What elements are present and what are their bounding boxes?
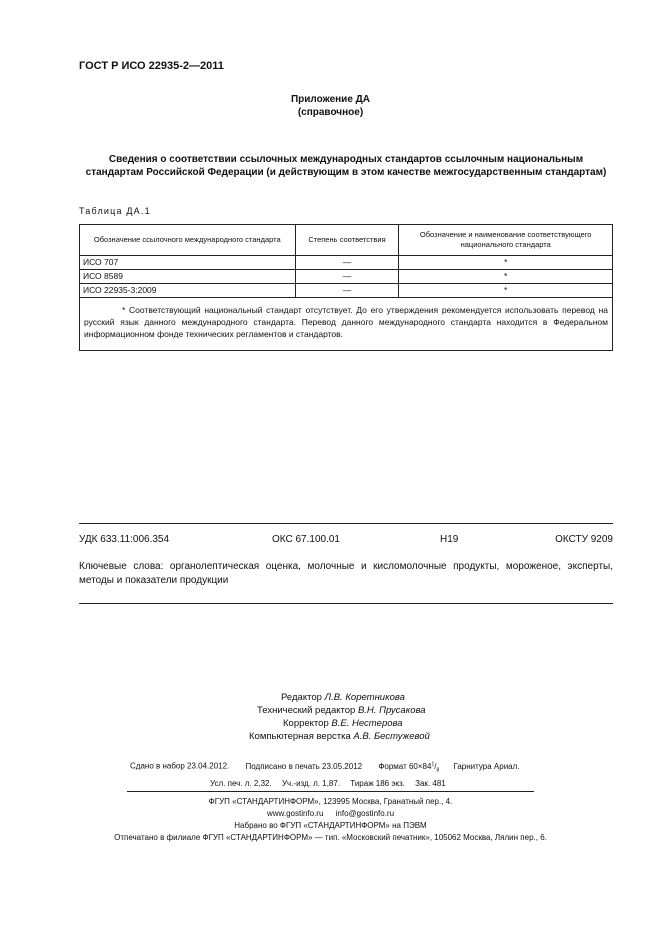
publisher-typeset: Набрано во ФГУП «СТАНДАРТИНФОРМ» на ПЭВМ <box>234 821 427 830</box>
staff-tech-editor: Технический редактор В.Н. Прусакова <box>257 705 426 716</box>
cell-standard: ИСО 22935-3:2009 <box>80 284 296 298</box>
publisher-printed: Отпечатано в филиале ФГУП «СТАНДАРТИНФОРМ» — тип. «Московский печатник», 105062 Москва, Лялин пер., 6. <box>114 833 547 842</box>
keywords: Ключевые слова: органолептическая оценка, молочные и кисломолочные продукты, мороженое, эксперты, методы и показатели продукции <box>79 561 613 586</box>
cell-standard: ИСО 8589 <box>80 270 296 284</box>
header-degree: Степень соответствия <box>295 225 399 256</box>
okstu-code: ОКСТУ 9209 <box>555 534 613 545</box>
publisher-info <box>0 796 661 844</box>
publisher-address: ФГУП «СТАНДАРТИНФОРМ», 123995 Москва, Гранатный пер., 4. <box>208 797 453 806</box>
table-row <box>80 270 613 284</box>
section-title: Сведения о соответствии ссылочных международных стандартов ссылочным национальным стандартам Российской Федерации (и действующим в этом качестве межгосударственным стандартам) <box>85 154 607 178</box>
cell-national: * <box>399 270 613 284</box>
correspondence-table <box>79 224 613 351</box>
cell-standard: ИСО 707 <box>80 256 296 270</box>
print-info-line2: Усл. печ. л. 2,32. Уч.-изд. л. 1,87. Тираж 186 экз. Зак. 481 <box>210 779 446 789</box>
staff-layout: Компьютерная верстка А.В. Бестужевой <box>249 731 430 742</box>
cell-degree: — <box>295 256 399 270</box>
divider-line <box>79 523 613 524</box>
cell-degree: — <box>295 284 399 298</box>
staff-editor: Редактор Л.В. Коретникова <box>281 692 405 703</box>
document-code: ГОСТ Р ИСО 22935-2—2011 <box>79 60 224 72</box>
cell-degree: — <box>295 270 399 284</box>
appendix-type: (справочное) <box>297 107 364 118</box>
divider-line <box>79 603 613 604</box>
print-info-line1: Сдано в набор 23.04.2012. Подписано в печать 23.05.2012 Формат $60\times 84^1/_8$ Гарнитура Ариал. <box>130 761 520 774</box>
publisher-contacts <box>0 808 661 820</box>
table-row <box>80 284 613 298</box>
divider-line <box>127 791 534 792</box>
appendix-header <box>0 93 661 119</box>
publisher-email[interactable]: info@gostinfo.ru <box>335 809 395 818</box>
header-national-standard: Обозначение и наименование соответствующего национального стандарта <box>399 225 613 256</box>
publisher-website[interactable]: www.gostinfo.ru <box>266 809 324 818</box>
appendix-title: Приложение ДА <box>290 94 371 105</box>
cell-national: * <box>399 256 613 270</box>
table-footnote-row <box>80 298 613 351</box>
cell-national: * <box>399 284 613 298</box>
udk-code: УДК 633.11:006.354 <box>79 534 170 545</box>
table-footnote: * Соответствующий национальный стандарт отсутствует. До его утверждения рекомендуется использовать перевод на русский язык данного международного стандарта. Перевод данного международного стандарта находится в Федеральном информационном фонде технических регламентов и стандартов. <box>80 298 613 351</box>
table-header-row <box>80 225 613 256</box>
oks-code: ОКС 67.100.01 <box>272 534 340 545</box>
table-row <box>80 256 613 270</box>
print-info <box>0 757 661 791</box>
staff-list <box>0 691 661 743</box>
staff-proofreader: Корректор В.Е. Нестерова <box>283 718 403 729</box>
table-caption: Таблица ДА.1 <box>79 206 151 216</box>
group-code: Н19 <box>440 534 459 545</box>
header-international-standard: Обозначение ссылочного международного стандарта <box>80 225 296 256</box>
